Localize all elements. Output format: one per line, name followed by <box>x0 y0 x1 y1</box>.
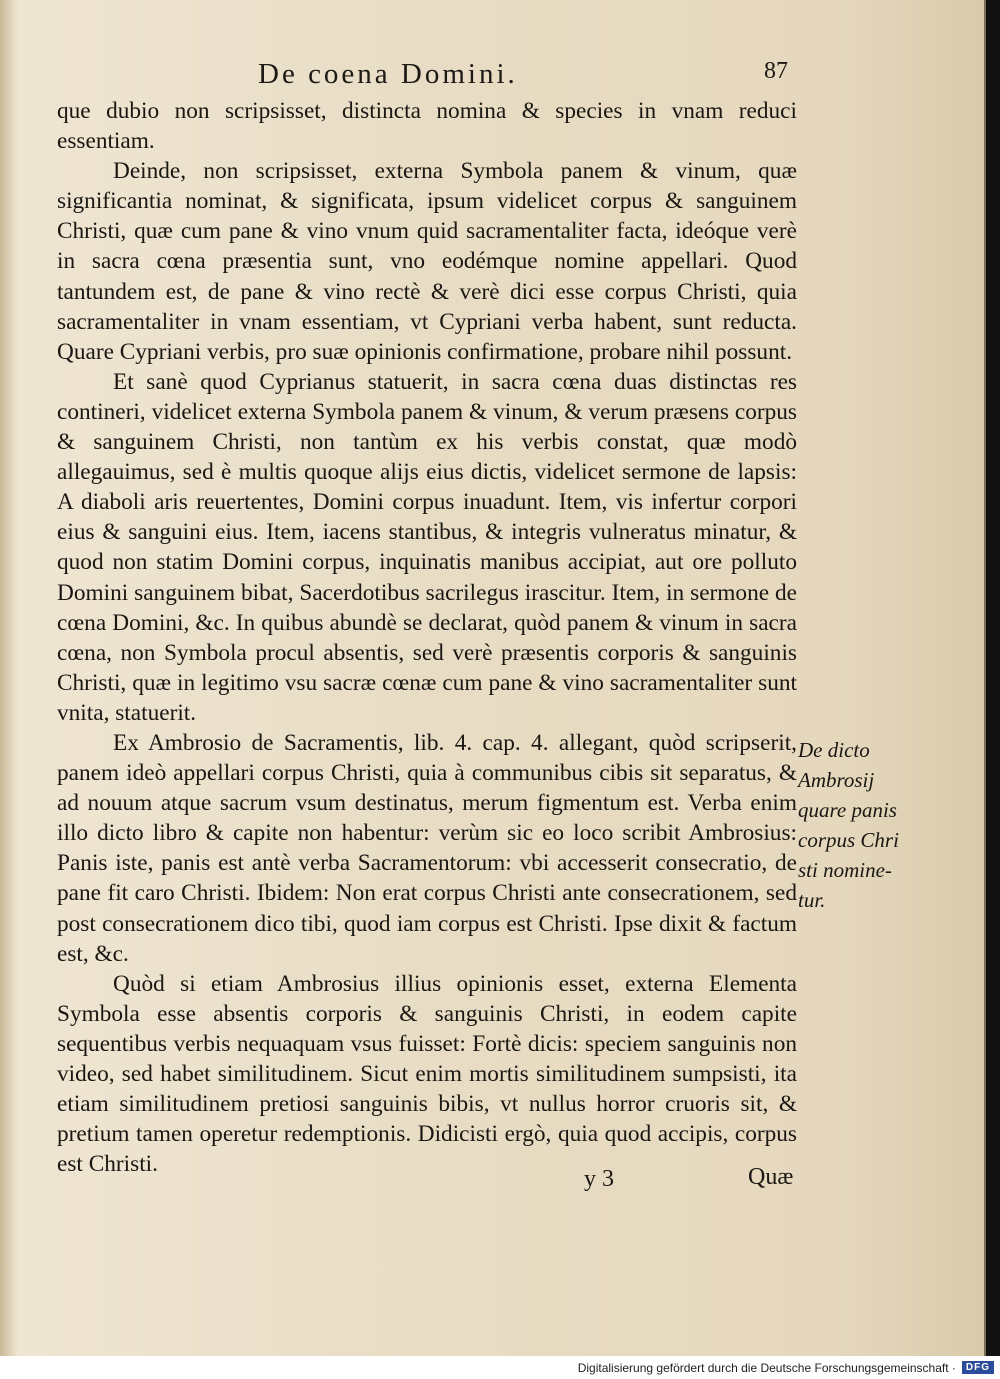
marginal-note-line: quare panis <box>798 798 897 822</box>
footer-credit: Digitalisierung gefördert durch die Deutsche Forschungsgemeinschaft · <box>577 1360 956 1375</box>
digitization-footer <box>0 1356 1000 1379</box>
paragraph: Et sanè quod Cyprianus statuerit, in sacra cœna duas distinctas res contineri, videlicet externa Symbola panem & vinum, & verum præsens corpus & sanguinem Christi, non tantùm ex his verbis constat, quæ modò allegauimus, sed è multis quoque alijs eius dictis, videlicet sermone de lapsis: A diaboli aris reuertentes, Domini corpus inuadunt. Item, vis infertur corpori eius & sanguini eius. Item, iacens stantibus, & integris vulneratus minatur, & quod non statim Domini corpus, inquinatis manibus accipiat, aut ore polluto Domini sanguinem bibat, Sacerdotibus sacrilegus irascitur. Item, in sermone de cœna Domini, &c. In quibus abundè se declarat, quòd panem & vinum in sacra cœna, non Symbola procul absentis, sed verè præsentis corporis & sanguinis Christi, quæ in legitimo vsu sacræ cœnæ cum pane & vino sacramentaliter sunt vnita, statuerit. <box>57 368 797 726</box>
page-title: De coena Domini. <box>258 58 518 90</box>
marginal-note <box>798 735 908 915</box>
main-text <box>57 96 797 1179</box>
running-head <box>258 58 788 94</box>
paragraph: Deinde, non scripsisset, externa Symbola panem & vinum, quæ significantia nominat, & significata, ipsum videlicet corpus & sanguinem Christi, quæ cum pane & vino vnum quid sacramentaliter facta, ideóque verè in sacra cœna præsentia sunt, vno eodémque nomine appellari. Quod tantundem est, de pane & vino rectè & verè dici esse corpus Christi, quia sacramentaliter in vnam essentiam, vt Cypriani verba habent, sunt reducta. Quare Cypriani verbis, pro suæ opinionis confirmatione, probare nihil possunt. <box>57 158 797 365</box>
marginal-note-line: tur. <box>798 888 826 912</box>
signature-mark: y 3 <box>584 1166 614 1192</box>
catchword: Quæ <box>748 1164 794 1190</box>
marginal-note-line: Ambrosij <box>798 768 875 792</box>
marginal-note-line: De dicto <box>798 738 870 762</box>
paragraph: Ex Ambrosio de Sacramentis, lib. 4. cap. 4. allegant, quòd scripserit, panem ideò appellari corpus Christi, quia à communibus cibis sit separatus, & ad nouum atque sacrum vsum destinatus, merum figmentum est. Verba enim illo dicto libro & capite non habentur: verùm sic eo loco scribit Ambrosius: Panis iste, panis est antè verba Sacramentorum: vbi accesserit consecratio, de pane fit caro Christi. Ibidem: Non erat corpus Christi ante consecrationem, sed post consecrationem dico tibi, quod iam corpus est Christi. Ipse dixit & factum est, &c. <box>57 729 797 967</box>
marginal-note-line: sti nomine- <box>798 858 892 882</box>
paragraph: Quòd si etiam Ambrosius illius opinionis esset, externa Elementa Symbola esse absentis corporis & sanguinis Christi, in eodem capite sequentibus verbis nequaquam vsus fuisset: Fortè dicis: speciem sanguinis non video, sed habet similitudinem. Sicut enim mortis similitudinem sumpsisti, ita etiam similitudinem pretiosi sanguinis bibis, vt nullus horror cruoris sit, & pretium tamen operetur redemptionis. Didicisti ergò, quia quod accipis, corpus est Christi. <box>57 970 797 1178</box>
marginal-note-line: corpus Chri <box>798 828 899 852</box>
dfg-logo: DFG <box>962 1361 994 1374</box>
page-number: 87 <box>764 58 788 84</box>
paragraph: que dubio non scripsisset, distincta nomina & species in vnam reduci essentiam. <box>57 98 797 155</box>
